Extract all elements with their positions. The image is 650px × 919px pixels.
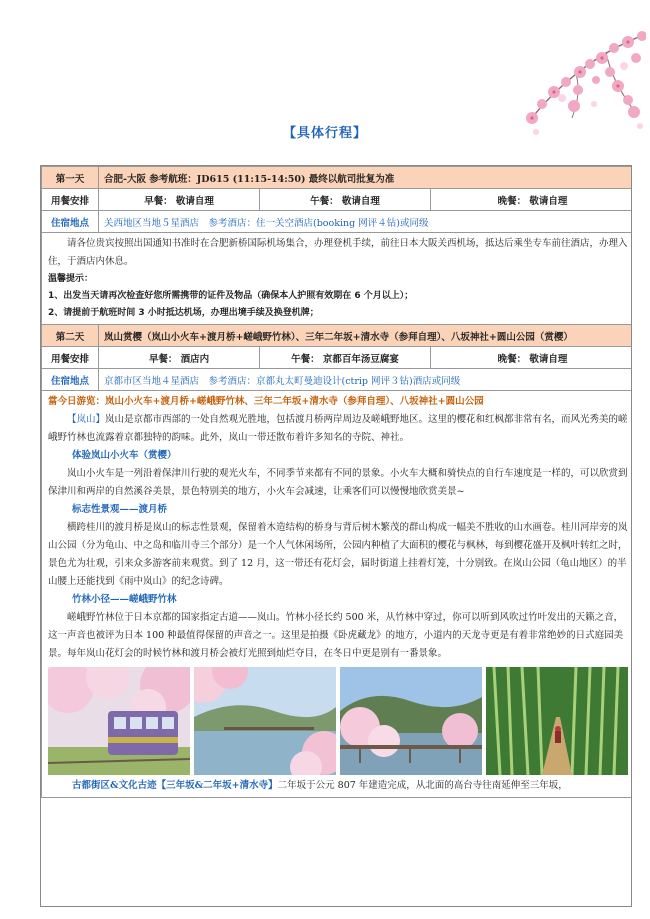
day1-meals-label: 用餐安排 xyxy=(42,189,99,211)
day1-lunch: 午餐： 敬请自理 xyxy=(260,189,431,211)
day2-route: 岚山赏樱（岚山小火车+渡月桥+嵯峨野竹林）、三年二年坂+清水寺（参拜自理）、八坂神社+圆山公园（赏樱） xyxy=(99,325,633,347)
arashiyama-river-photo xyxy=(194,667,336,775)
day2-dinner: 晚餐： 敬请自理 xyxy=(431,347,633,369)
old-street-title: 古都街区&文化古迹 xyxy=(72,780,157,791)
togetsukyo-bridge-photo xyxy=(340,667,482,775)
day1-table xyxy=(41,166,632,798)
day2-hotel: 京都市区当地４星酒店 参考酒店：京都丸太町曼迪设计(ctrip 网评３钻)酒店或同级 xyxy=(99,369,633,391)
page-title: 【具体行程】 xyxy=(282,126,367,141)
arashiyama-text: 岚山是京都市西部的一处自然观光胜地，包括渡月桥两岸周边及嵯峨野地区。这里的樱花和红枫都非常有名，而风光秀美的嵯峨野竹林也流露着京都独特的韵味。此外，岚山一带还散布着许多知名的寺院、神社。 xyxy=(48,414,628,443)
day1-warm-title: 温馨提示： xyxy=(48,274,94,284)
old-street-tag: 【三年坂&二年坂+清水寺】 xyxy=(156,780,278,791)
old-street-para xyxy=(48,777,628,795)
day1-dinner: 晚餐： 敬请自理 xyxy=(431,189,633,211)
day2-meals-label: 用餐安排 xyxy=(42,347,99,369)
sagano-train-photo xyxy=(48,667,190,775)
day2-hotel-label: 住宿地点 xyxy=(42,369,99,391)
day1-desc: 请各位贵宾按照出国通知书准时在合肥新桥国际机场集合，办理登机手续，前往日本大阪关西机场，抵达后乘坐专车前往酒店，办理入住，于酒店内休息。 xyxy=(48,238,628,267)
subheading-bamboo: 竹林小径——嵯峨野竹林 xyxy=(72,594,177,605)
bamboo-grove-photo xyxy=(486,667,628,775)
day1-tip1: 1、出发当天请再次检查好您所需携带的证件及物品（确保本人护照有效期在 6 个月以上）； xyxy=(48,291,414,301)
day1-label: 第一天 xyxy=(42,167,99,189)
day2-body xyxy=(42,391,633,798)
bridge-text: 横跨桂川的渡月桥是岚山的标志性景观，保留着木造结构的桥身与背后树木繁茂的群山构成一幅美不胜收的山水画卷。桂川河岸旁的岚山公园（分为龟山、中之岛和临川寺三个部分）是一个人气休闲场所，公园内种植了大面积的樱花与枫林，每到樱花盛开及枫叶转红之时，景色尤为壮观，引来众多游客前来观赏。到了 12 月，这一带还有花灯会，届时街道上挂着灯笼，十分别致。在岚山公园（龟山地区）的半山腰上还能找到《雨中岚山》的纪念诗碑。 xyxy=(48,522,628,587)
old-street-text: 二年坂于公元 807 年建造完成，从北面的高台寺往南延伸至三年坂， xyxy=(277,780,568,791)
arashiyama-para xyxy=(48,411,628,447)
day2-breakfast: 早餐： 酒店内 xyxy=(99,347,260,369)
day2-label: 第二天 xyxy=(42,325,99,347)
train-text: 岚山小火车是一列沿着保津川行驶的观光火车，不同季节来都有不同的景象。小火车大概和骑快点的自行车速度是一样的，可以欣赏到保津川和两岸的自然溪谷美景，景色特别美的地方，小火车会减速，让乘客们可以慢慢地欣赏美景~ xyxy=(48,468,628,497)
arashiyama-tag: 【岚山】 xyxy=(67,414,106,425)
day1-hotel-label: 住宿地点 xyxy=(42,211,99,233)
subheading-bridge: 标志性景观——渡月桥 xyxy=(72,504,168,515)
day1-body xyxy=(42,233,633,325)
subheading-train: 体验岚山小火车（赏樱） xyxy=(72,450,177,461)
day1-tip2: 2、请提前于航班时间 3 小时抵达机场，办理出境手续及换登机牌； xyxy=(48,308,319,318)
itinerary-frame xyxy=(40,165,632,907)
day1-breakfast: 早餐： 敬请自理 xyxy=(99,189,260,211)
photo-strip xyxy=(48,667,628,775)
day1-route: 合肥-大阪 参考航班：JD615 (11:15-14:50) 最终以航司批复为准 xyxy=(99,167,633,189)
day2-lunch: 午餐： 京都百年汤豆腐宴 xyxy=(260,347,431,369)
day2-tour-line: 當今日游览：岚山小火车+渡月桥+嵯峨野竹林、三年二年坂+清水寺（参拜自理）、八坂神社+圆山公园 xyxy=(48,396,484,407)
day1-hotel: 关西地区当地５星酒店 参考酒店：住一关空酒店(booking 网评４钻)或同级 xyxy=(99,211,633,233)
bamboo-text: 嵯峨野竹林位于日本京都的国家指定古道——岚山。竹林小径长约 500 米，从竹林中穿过，你可以听到风吹过竹叶发出的天籁之音，这一声音也被评为日本 100 种最值得保留的声音之一。这里是拍摄《卧虎藏龙》的地方，小道内的天龙寺更是有着非常绝妙的日式庭园美景。每年岚山花灯会的时候竹林和渡月桥会被灯光照到灿烂夺目，在冬日中更是别有一番景象。 xyxy=(48,612,624,659)
